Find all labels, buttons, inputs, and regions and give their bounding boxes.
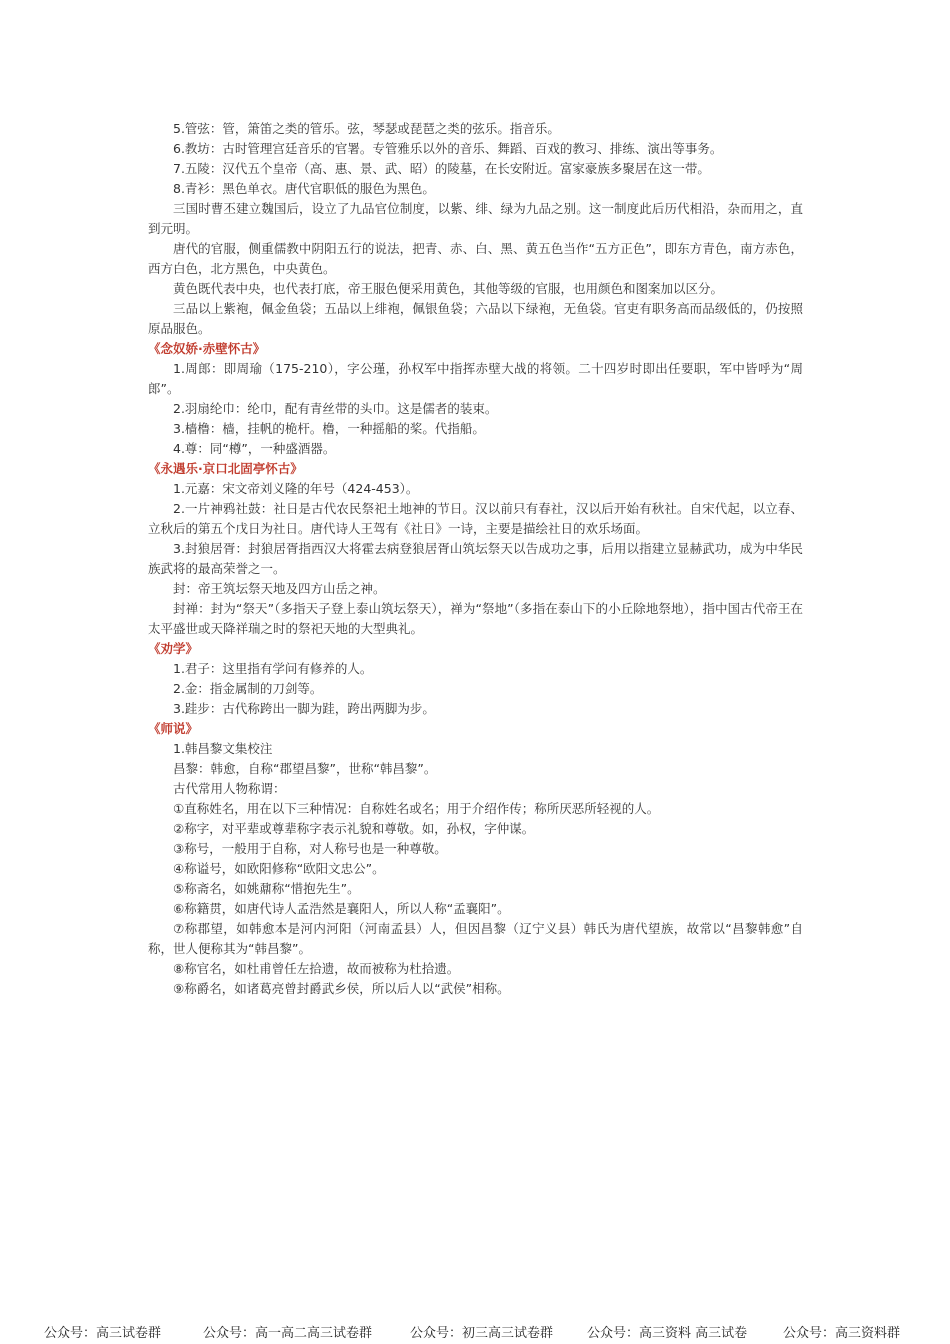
section-heading: 《永遇乐·京口北固亭怀古》 xyxy=(148,461,303,476)
list-item: 封：帝王筑坛祭天地及四方山岳之神。 xyxy=(173,581,386,596)
list-item: ②称字，对平辈或尊辈称字表示礼貌和尊敬。如，孙权，字仲谋。 xyxy=(173,821,535,836)
paragraph: 三品以上紫袍，佩金鱼袋；五品以上绯袍，佩银鱼袋；六品以下绿袍，无鱼袋。官吏有职务高而品级低的，仍按照原品服色。 xyxy=(148,301,803,336)
list-item: 1.元嘉：宋文帝刘义隆的年号（424-453）。 xyxy=(173,481,419,496)
list-item: 5.管弦：管，箫笛之类的管乐。弦，琴瑟或琵琶之类的弦乐。指音乐。 xyxy=(173,121,560,136)
list-item: 6.教坊：古时管理宫廷音乐的官署。专管雅乐以外的音乐、舞蹈、百戏的教习、排练、演出等事务。 xyxy=(173,141,723,156)
paragraph: 1.周郎：即周瑜（175-210），字公瑾，孙权军中指挥赤壁大战的将领。二十四岁时即出任要职，军中皆呼为“周郎”。 xyxy=(148,361,803,396)
footer-link-2[interactable]: 公众号：高一高二高三试卷群 xyxy=(203,1326,373,1341)
paragraph: 黄色既代表中央，也代表打底，帝王服色便采用黄色，其他等级的官服，也用颜色和图案加以区分。 xyxy=(173,281,724,296)
section-heading: 《劝学》 xyxy=(148,641,199,656)
paragraph: 封禅：封为“祭天”（多指天子登上泰山筑坛祭天），禅为“祭地”（多指在泰山下的小丘除地祭地），指中国古代帝王在太平盛世或天降祥瑞之时的祭祀天地的大型典礼。 xyxy=(148,601,803,636)
list-item: 古代常用人物称谓： xyxy=(173,781,286,796)
list-item: 3.樯橹：樯，挂帆的桅杆。橹，一种摇船的桨。代指船。 xyxy=(173,421,485,436)
document-body xyxy=(148,119,803,999)
paragraph: 3.封狼居胥：封狼居胥指西汉大将霍去病登狼居胥山筑坛祭天以告成功之事，后用以指建立显赫武功，成为中华民族武将的最高荣誉之一。 xyxy=(148,541,803,576)
list-item: 1.韩昌黎文集校注 xyxy=(173,741,273,756)
paragraph: 三国时曹丕建立魏国后，设立了九品官位制度，以紫、绯、绿为九品之别。这一制度此后历代相沿，杂而用之，直到元明。 xyxy=(148,201,803,236)
list-item: ⑨称爵名，如诸葛亮曾封爵武乡侯，所以后人以“武侯”相称。 xyxy=(173,981,510,996)
footer xyxy=(0,1322,950,1342)
list-item: ④称谥号，如欧阳修称“欧阳文忠公”。 xyxy=(173,861,385,876)
list-item: 8.青衫：黑色单衣。唐代官职低的服色为黑色。 xyxy=(173,181,435,196)
footer-link-3[interactable]: 公众号：初三高三试卷群 xyxy=(410,1326,554,1341)
footer-link-4[interactable]: 公众号：高三资料 高三试卷 xyxy=(587,1326,748,1341)
paragraph: 2.一片神鸦社鼓：社日是古代农民祭祀土地神的节日。汉以前只有春社，汉以后开始有秋社。自宋代起，以立春、立秋后的第五个戊日为社日。唐代诗人王驾有《社日》一诗，主要是描绘社日的欢乐场面。 xyxy=(148,501,803,536)
list-item: 7.五陵：汉代五个皇帝（高、惠、景、武、昭）的陵墓，在长安附近。富家豪族多聚居在这一带。 xyxy=(173,161,710,176)
list-item: ①直称姓名，用在以下三种情况：自称姓名或名；用于介绍作传；称所厌恶所轻视的人。 xyxy=(173,801,660,816)
list-item: ③称号，一般用于自称，对人称号也是一种尊敬。 xyxy=(173,841,447,856)
list-item: 1.君子：这里指有学问有修养的人。 xyxy=(173,661,373,676)
list-item: 2.金：指金属制的刀剑等。 xyxy=(173,681,323,696)
section-heading: 《师说》 xyxy=(148,721,199,736)
list-item: 2.羽扇纶巾：纶巾，配有青丝带的头巾。这是儒者的装束。 xyxy=(173,401,498,416)
paragraph: ⑦称郡望，如韩愈本是河内河阳（河南孟县）人，但因昌黎（辽宁义县）韩氏为唐代望族，故常以“昌黎韩愈”自称，世人便称其为“韩昌黎”。 xyxy=(148,921,803,956)
list-item: ⑧称官名，如杜甫曾任左拾遗，故而被称为杜拾遗。 xyxy=(173,961,460,976)
list-item: 3.跬步：古代称跨出一脚为跬，跨出两脚为步。 xyxy=(173,701,435,716)
footer-link-1[interactable]: 公众号：高三试卷群 xyxy=(44,1326,162,1341)
list-item: 4.尊：同“樽”，一种盛酒器。 xyxy=(173,441,336,456)
footer-link-5[interactable]: 公众号：高三资料群 xyxy=(783,1326,901,1341)
list-item: ⑥称籍贯，如唐代诗人孟浩然是襄阳人，所以人称“孟襄阳”。 xyxy=(173,901,510,916)
list-item: 昌黎：韩愈，自称“郡望昌黎”，世称“韩昌黎”。 xyxy=(173,761,437,776)
paragraph: 唐代的官服，侧重儒教中阴阳五行的说法，把青、赤、白、黑、黄五色当作“五方正色”，即东方青色，南方赤色，西方白色，北方黑色，中央黄色。 xyxy=(148,241,803,276)
list-item: ⑤称斋名，如姚鼐称“惜抱先生”。 xyxy=(173,881,360,896)
section-heading: 《念奴娇·赤壁怀古》 xyxy=(148,341,266,356)
